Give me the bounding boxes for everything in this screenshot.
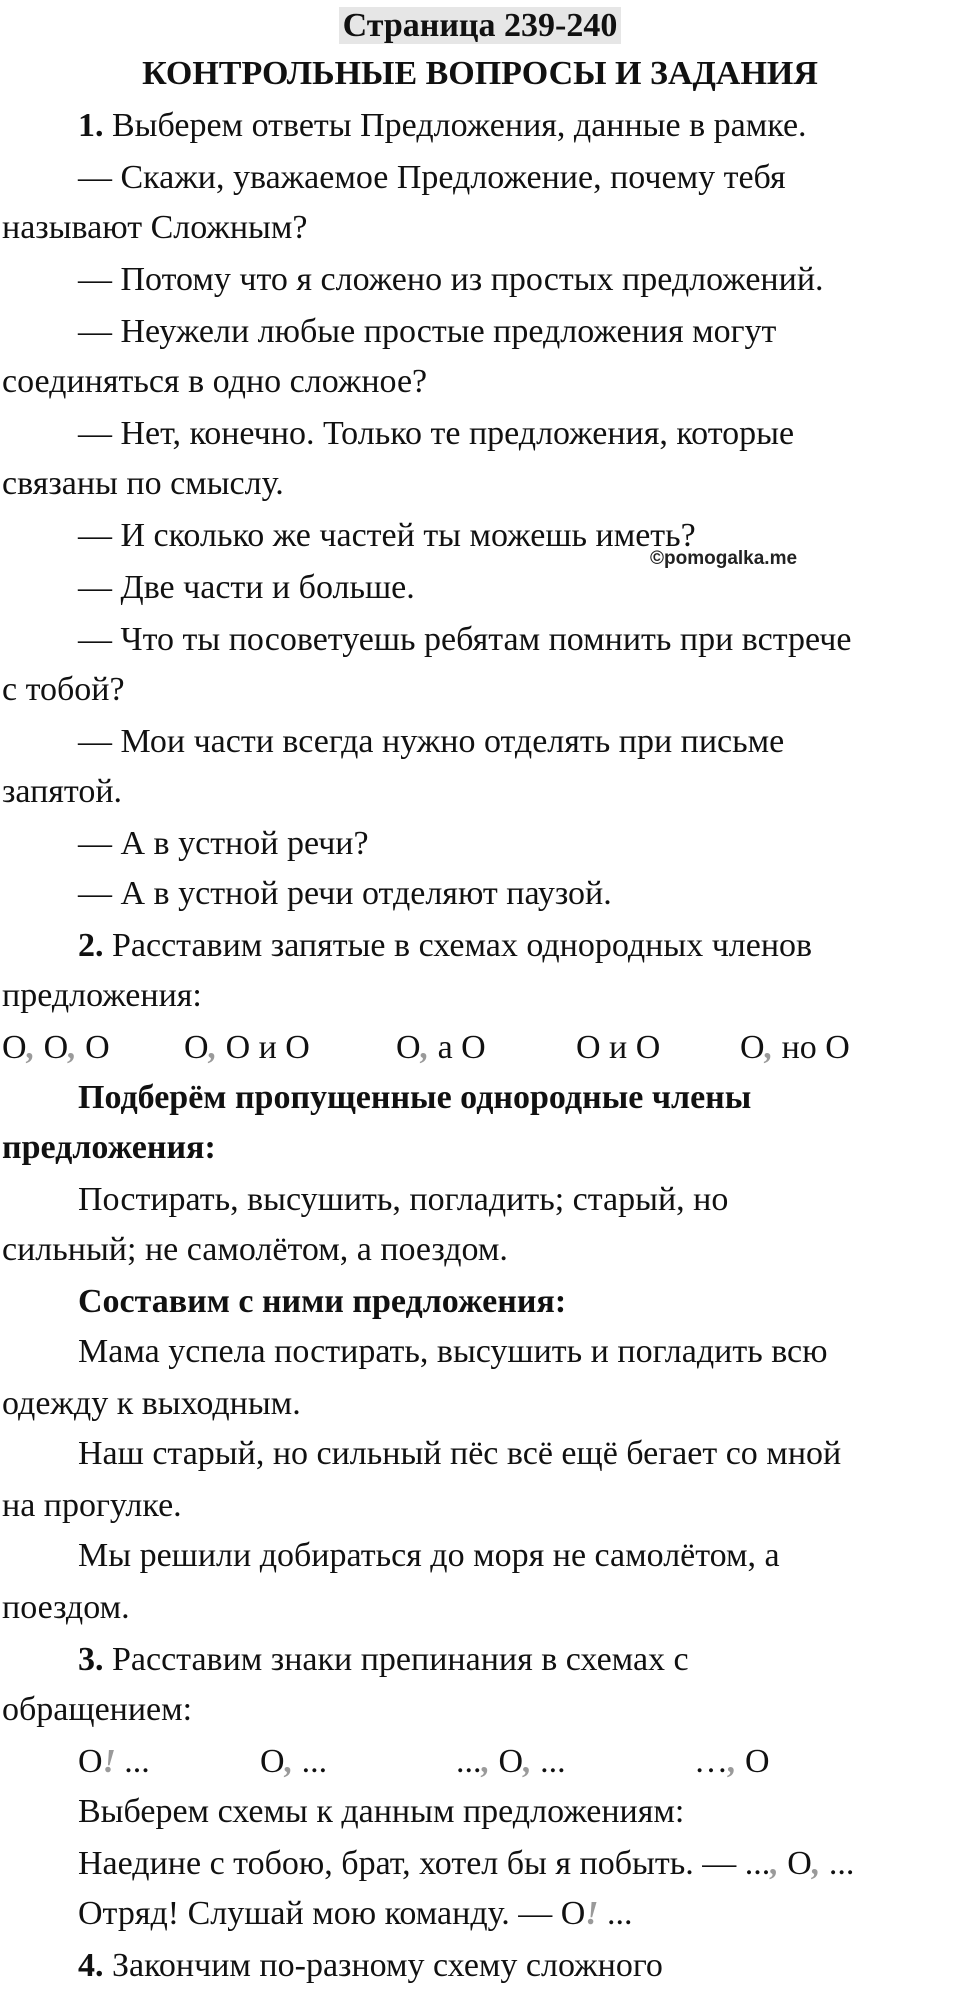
sentence-line: поездом. [2,1589,130,1626]
task2-intro: 2. Расставим запятые в схемах однородных членов [78,927,813,964]
watermark: ©pomogalka.me [650,548,798,569]
dialog-line: — Мои части всегда нужно отделять при письме [78,723,785,760]
dialog-line: — Что ты посоветуешь ребятам помнить при встрече [78,621,852,658]
scheme-row [78,1740,918,1784]
scheme: О, а О [396,1029,486,1066]
task3-choose: Выберем схемы к данным предложениям: [78,1793,685,1830]
scheme: О, О и О [184,1029,310,1066]
dialog-line: с тобой? [2,671,125,708]
sentence-line: на прогулке. [2,1487,182,1524]
dialog-line: — Неужели любые простые предложения могут [78,313,777,350]
answer-line: Постирать, высушить, погладить; старый, но [78,1181,729,1218]
dialog-line: соединяться в одно сложное? [2,363,428,400]
page-title: КОНТРОЛЬНЫЕ ВОПРОСЫ И ЗАДАНИЯ [142,55,818,92]
answer-line: сильный; не самолётом, а поездом. [2,1231,508,1268]
subheading: Подберём пропущенные однородные члены [78,1079,752,1116]
example-line: Отряд! Слушай мою команду. — О! ... [78,1895,633,1932]
dialog-line: — Нет, конечно. Только те предложения, которые [78,415,795,452]
dialog-line: запятой. [2,773,123,810]
scheme: О, но О [740,1029,850,1066]
sentence-line: Мы решили добираться до моря не самолётом, а [78,1537,780,1574]
sentence-line: Мама успела постирать, высушить и погладить всю [78,1333,828,1370]
scheme-row [2,1026,902,1070]
dialog-line: связаны по смыслу. [2,465,284,502]
task4-intro: 4. Закончим по-разному схему сложного [78,1947,663,1984]
dialog-line: — Потому что я сложено из простых предложений. [78,261,824,298]
page-label: Страница 239-240 [0,4,960,48]
dialog-line: — И сколько же частей ты можешь иметь? [78,517,696,554]
dialog-line: — Скажи, уважаемое Предложение, почему тебя [78,159,786,196]
example-line: Наедине с тобою, брат, хотел бы я побыть. — ..., О, ... [78,1845,855,1882]
task2-intro-cont: предложения: [2,977,202,1014]
task3-intro-cont: обращением: [2,1691,193,1728]
task1-intro: 1. Выберем ответы Предложения, данные в рамке. [78,107,807,144]
scheme: …, О [694,1743,770,1780]
dialog-line: называют Сложным? [2,209,308,246]
sentence-line: Наш старый, но сильный пёс всё ещё бегает со мной [78,1435,842,1472]
scheme: О, О, О [2,1029,110,1066]
sentence-line: одежду к выходным. [2,1385,301,1422]
scheme: ..., О, ... [456,1743,566,1780]
dialog-line: — А в устной речи? [78,825,369,862]
scheme: О, ... [260,1743,328,1780]
subheading: предложения: [2,1129,216,1166]
scheme: О! ... [78,1743,150,1780]
subheading: Составим с ними предложения: [78,1283,567,1320]
dialog-line: — А в устной речи отделяют паузой. [78,875,612,912]
task3-intro: 3. Расставим знаки препинания в схемах с [78,1641,689,1678]
dialog-line: — Две части и больше. [78,569,415,606]
scheme: О и О [576,1029,661,1066]
